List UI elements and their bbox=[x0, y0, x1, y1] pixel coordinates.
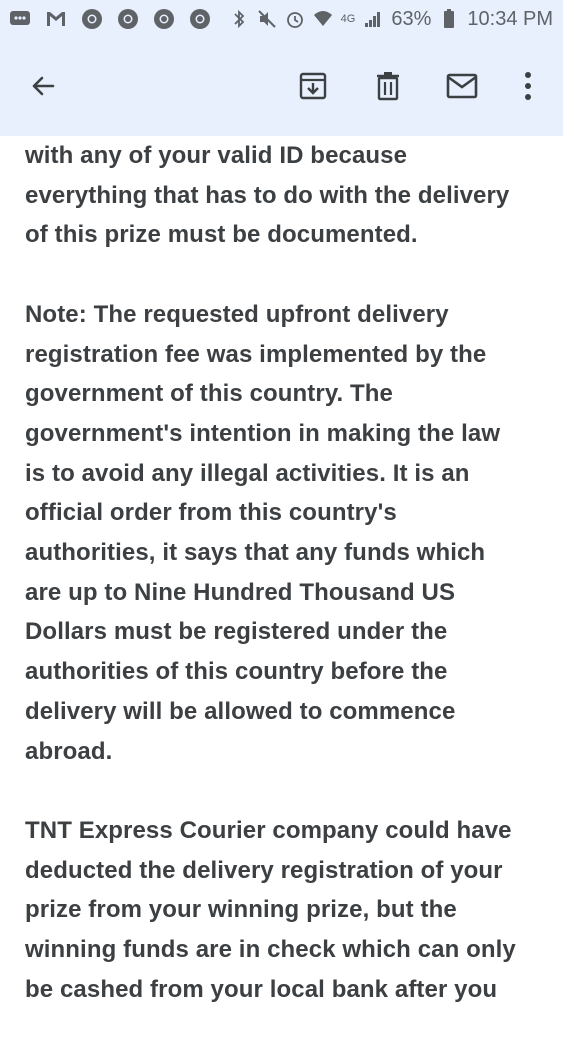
mute-icon bbox=[257, 9, 277, 29]
email-text-line: prize from your winning prize, but the bbox=[25, 896, 457, 924]
email-text-line: Note: The requested upfront delivery bbox=[25, 300, 449, 328]
chrome-icon bbox=[80, 7, 104, 31]
signal-icon bbox=[363, 9, 383, 29]
delete-button[interactable] bbox=[364, 64, 412, 112]
email-text-line: of this prize must be documented. bbox=[25, 221, 418, 249]
bluetooth-icon bbox=[229, 9, 249, 29]
email-text-line: deducted the delivery registration of your bbox=[25, 856, 503, 884]
gmail-icon bbox=[44, 7, 68, 31]
network-type-label: 4G bbox=[340, 13, 356, 25]
message-icon bbox=[8, 7, 32, 31]
email-body bbox=[25, 136, 545, 1049]
email-text-line: everything that has to do with the delivery bbox=[25, 181, 510, 209]
chrome-icon bbox=[152, 7, 176, 31]
email-text-line: registration fee was implemented by the bbox=[25, 340, 487, 368]
email-text-line: abroad. bbox=[25, 737, 113, 765]
email-text-line: government of this country. The bbox=[25, 380, 394, 408]
chrome-icon bbox=[188, 7, 212, 31]
wifi-icon bbox=[313, 9, 333, 29]
archive-button[interactable] bbox=[289, 64, 337, 112]
email-paragraph bbox=[25, 295, 545, 771]
email-text-line: delivery will be allowed to commence bbox=[25, 697, 456, 725]
email-text-line: authorities, it says that any funds which bbox=[25, 539, 486, 567]
email-paragraph bbox=[25, 811, 545, 1010]
mail-icon bbox=[446, 73, 478, 103]
email-text-line: TNT Express Courier company could have bbox=[25, 816, 512, 844]
email-text-line: official order from this country's bbox=[25, 499, 397, 527]
back-button[interactable] bbox=[19, 64, 67, 112]
mark-unread-button[interactable] bbox=[438, 64, 486, 112]
email-text-line: is to avoid any illegal activities. It is an bbox=[25, 459, 470, 487]
email-text-line: authorities of this country before the bbox=[25, 658, 448, 686]
status-bar bbox=[0, 0, 563, 38]
battery-icon bbox=[439, 9, 459, 29]
battery-percent: 63% bbox=[391, 7, 432, 30]
email-text-line: Dollars must be registered under the bbox=[25, 618, 448, 646]
more-options-button[interactable] bbox=[504, 64, 552, 112]
email-text-line: winning funds are in check which can only bbox=[25, 936, 516, 964]
clock-time: 10:34 PM bbox=[467, 7, 553, 30]
archive-icon bbox=[298, 71, 328, 105]
email-text-line: are up to Nine Hundred Thousand US bbox=[25, 578, 456, 606]
more-vert-icon bbox=[523, 71, 533, 105]
arrow-back-icon bbox=[29, 72, 57, 104]
email-text-line: government's intention in making the law bbox=[25, 419, 501, 447]
email-toolbar bbox=[0, 38, 563, 136]
trash-icon bbox=[373, 71, 403, 105]
alarm-icon bbox=[285, 9, 305, 29]
email-text-line: be cashed from your local bank after you bbox=[25, 975, 498, 1003]
email-paragraph bbox=[25, 136, 545, 255]
chrome-icon bbox=[116, 7, 140, 31]
email-text-line: with any of your valid ID because bbox=[25, 142, 408, 169]
